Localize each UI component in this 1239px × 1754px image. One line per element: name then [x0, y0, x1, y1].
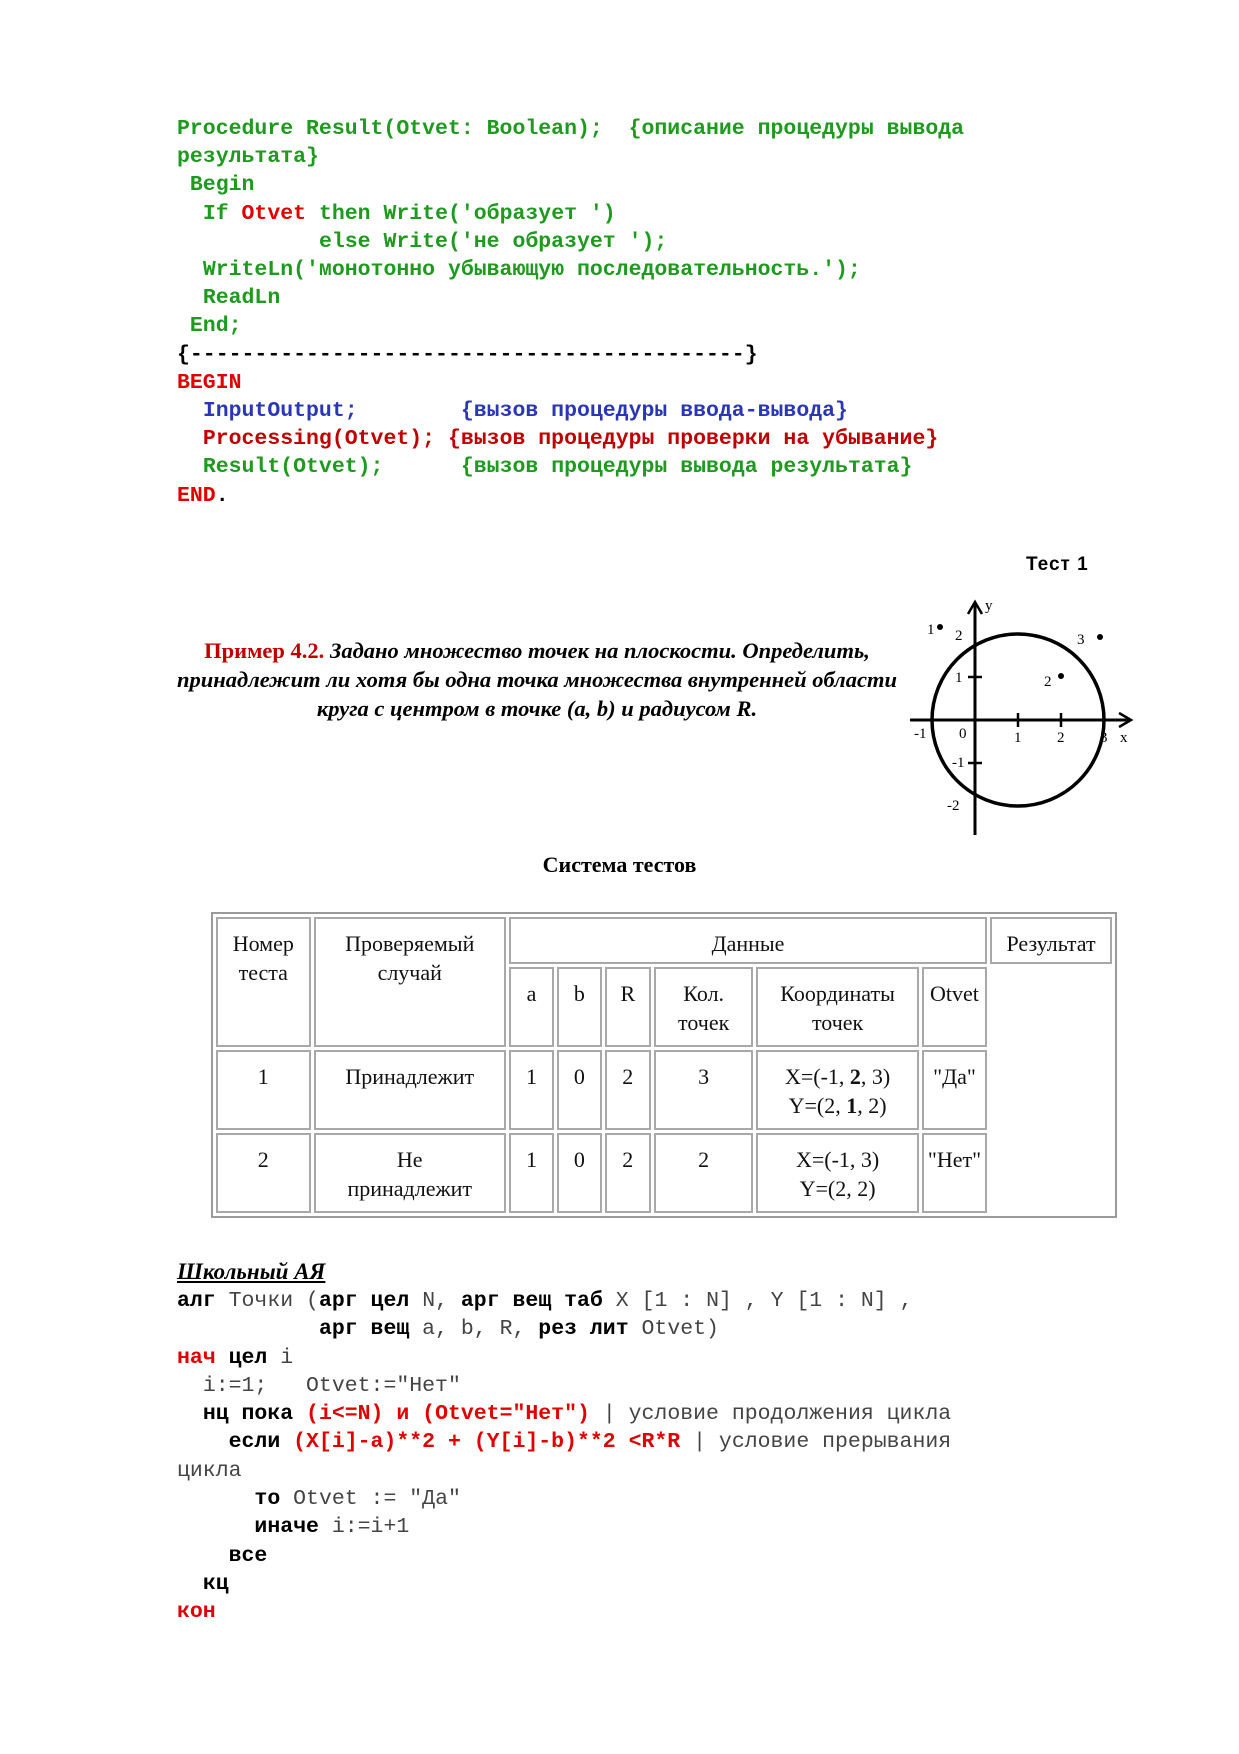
kumir-i: i — [280, 1345, 294, 1370]
pascal-else-write: else Write('не образует '); — [318, 229, 668, 254]
kumir-inache: иначе — [254, 1515, 319, 1540]
pascal-then-write: then Write('образует ') — [318, 201, 616, 226]
y-tick-label-2: 2 — [955, 628, 963, 644]
row1-num: 1 — [216, 1050, 311, 1130]
pascal-call-result-comment: {вызов процедуры вывода результата} — [460, 455, 913, 480]
y-axis-label: y — [985, 598, 993, 614]
point-label-1: 1 — [927, 622, 935, 638]
example-label: Пример 4.2. — [204, 638, 325, 663]
row1-b: 0 — [557, 1050, 602, 1130]
pascal-separator: {-------------------------------------------} — [177, 342, 758, 367]
row2-result: "Нет" — [922, 1133, 987, 1213]
point-1 — [937, 624, 943, 630]
kumir-nach: нач — [177, 1345, 216, 1370]
header-r: R — [605, 967, 651, 1047]
pascal-comment-cont: результата} — [177, 145, 319, 170]
table-row — [216, 1133, 1112, 1213]
pascal-line-procedure: Procedure Result(Otvet: Boolean); — [177, 117, 603, 141]
row1-coords — [756, 1050, 918, 1130]
row2-case: Не принадлежит — [314, 1133, 506, 1213]
kumir-arg-real: арг вещ — [318, 1317, 410, 1342]
x-tick-label-2: 2 — [1057, 730, 1065, 746]
header-coords: Координаты точек — [756, 967, 918, 1047]
tests-title: Система тестов — [542, 852, 697, 877]
header-result: Результат — [990, 917, 1112, 964]
kumir-inache-body: i:=i+1 — [331, 1515, 410, 1540]
header-otvet: Otvet — [922, 967, 987, 1047]
header-number: Номер теста — [216, 917, 311, 1047]
pascal-call-result: Result(Otvet); — [202, 455, 384, 480]
row1-ys: Y=(2, 1, 2) — [788, 1093, 887, 1118]
y-tick-label-neg2: -2 — [947, 798, 960, 814]
kumir-code-block — [177, 1287, 951, 1627]
y-tick-label-1: 1 — [955, 670, 963, 686]
pascal-otvet: Otvet — [241, 201, 307, 226]
kumir-alg: алг — [177, 1289, 216, 1313]
kumir-arg-real-tab: арг вещ таб — [460, 1289, 603, 1313]
pascal-call-processing-comment: {вызов процедуры проверки на убывание} — [447, 427, 939, 452]
x-axis-label: x — [1120, 730, 1128, 746]
header-a: a — [509, 967, 554, 1047]
kumir-n: N, — [422, 1289, 448, 1313]
row2-xs: X=(-1, 3) — [795, 1147, 880, 1172]
kumir-loop-condition: (i<=N) и (Otvet="Нет") — [306, 1402, 590, 1427]
pascal-readln: ReadLn — [202, 286, 281, 311]
header-data: Данные — [509, 917, 987, 964]
pascal-begin: Begin — [189, 173, 255, 198]
row1-count: 3 — [654, 1050, 753, 1130]
row2-num: 2 — [216, 1133, 311, 1213]
row1-case: Принадлежит — [314, 1050, 506, 1130]
pascal-main-end-dot: . — [215, 483, 229, 508]
kumir-to: то — [254, 1487, 281, 1512]
row2-a: 1 — [509, 1133, 554, 1213]
x-tick-label-neg1: -1 — [914, 726, 927, 742]
point-label-2: 2 — [1044, 674, 1052, 690]
tests-table — [211, 912, 1117, 1218]
kumir-comment-cont: цикла — [177, 1458, 242, 1483]
pascal-comment: {описание процедуры вывода — [628, 117, 965, 141]
point-2 — [1058, 673, 1064, 679]
row2-ys: Y=(2, 2) — [799, 1176, 876, 1201]
pascal-main-end: END — [177, 483, 216, 508]
kumir-arrays: X [1 : N] , Y [1 : N] , — [615, 1289, 913, 1313]
circle-graph — [905, 590, 1145, 840]
kumir-cel: цел — [228, 1345, 268, 1370]
x-tick-label-1: 1 — [1014, 730, 1022, 746]
point-3 — [1097, 634, 1103, 640]
kumir-to-body: Otvet := "Да" — [293, 1487, 461, 1512]
x-tick-label-0: 0 — [959, 726, 967, 742]
kumir-res-lit: рез лит — [538, 1317, 629, 1342]
header-count: Кол. точек — [654, 967, 753, 1047]
kumir-if-condition: (X[i]-a)**2 + (Y[i]-b)**2 <R*R — [293, 1430, 681, 1455]
kumir-esli: если — [228, 1430, 281, 1455]
row2-coords — [756, 1133, 918, 1213]
pascal-if: If — [202, 201, 229, 226]
pascal-call-inputoutput-comment: {вызов процедуры ввода-вывода} — [460, 399, 848, 424]
row2-count: 2 — [654, 1133, 753, 1213]
pascal-main-begin: BEGIN — [177, 370, 242, 395]
table-header-row — [216, 917, 1112, 964]
kumir-heading: Школьный АЯ — [177, 1259, 326, 1284]
test1-label: Тест 1 — [1026, 554, 1089, 575]
kumir-init: i:=1; Otvet:="Нет" — [202, 1373, 461, 1398]
table-row — [216, 1050, 1112, 1130]
point-label-3: 3 — [1077, 632, 1085, 648]
pascal-end: End; — [189, 314, 242, 339]
x-tick-label-3: 3 — [1100, 730, 1108, 746]
kumir-kon: кон — [177, 1600, 216, 1625]
kumir-vars: a, b, R, — [422, 1317, 526, 1342]
pascal-call-processing: Processing(Otvet); — [202, 427, 436, 452]
example-statement: Задано множество точек на плоскости. Определить, принадлежит ли хотя бы одна точка множества внутренней области круга с центром в точке (a, b) и радиусом R. — [177, 638, 897, 721]
row2-b: 0 — [557, 1133, 602, 1213]
pascal-call-inputoutput: InputOutput; — [202, 399, 358, 424]
kumir-loop-comment: | условие продолжения цикла — [602, 1402, 952, 1427]
kumir-alg-name: Точки ( — [228, 1289, 319, 1313]
kumir-if-comment: | условие прерывания — [693, 1430, 952, 1455]
row1-a: 1 — [509, 1050, 554, 1130]
kumir-kc: кц — [202, 1571, 229, 1596]
kumir-arg-int: арг цел — [318, 1289, 410, 1313]
pascal-code-block — [177, 115, 964, 510]
example-text — [172, 636, 902, 723]
kumir-otvet-param: Otvet) — [641, 1317, 719, 1342]
row2-r: 2 — [605, 1133, 651, 1213]
header-case: Проверяемый случай — [314, 917, 506, 1047]
pascal-writeln: WriteLn('монотонно убывающую последовательность.'); — [202, 258, 861, 283]
row1-r: 2 — [605, 1050, 651, 1130]
y-tick-label-neg1: -1 — [952, 755, 965, 771]
header-b: b — [557, 967, 602, 1047]
kumir-vse: все — [228, 1543, 268, 1568]
row1-result: "Да" — [922, 1050, 987, 1130]
row1-xs: X=(-1, 2, 3) — [784, 1064, 891, 1089]
kumir-nc-poka: нц пока — [202, 1402, 294, 1427]
